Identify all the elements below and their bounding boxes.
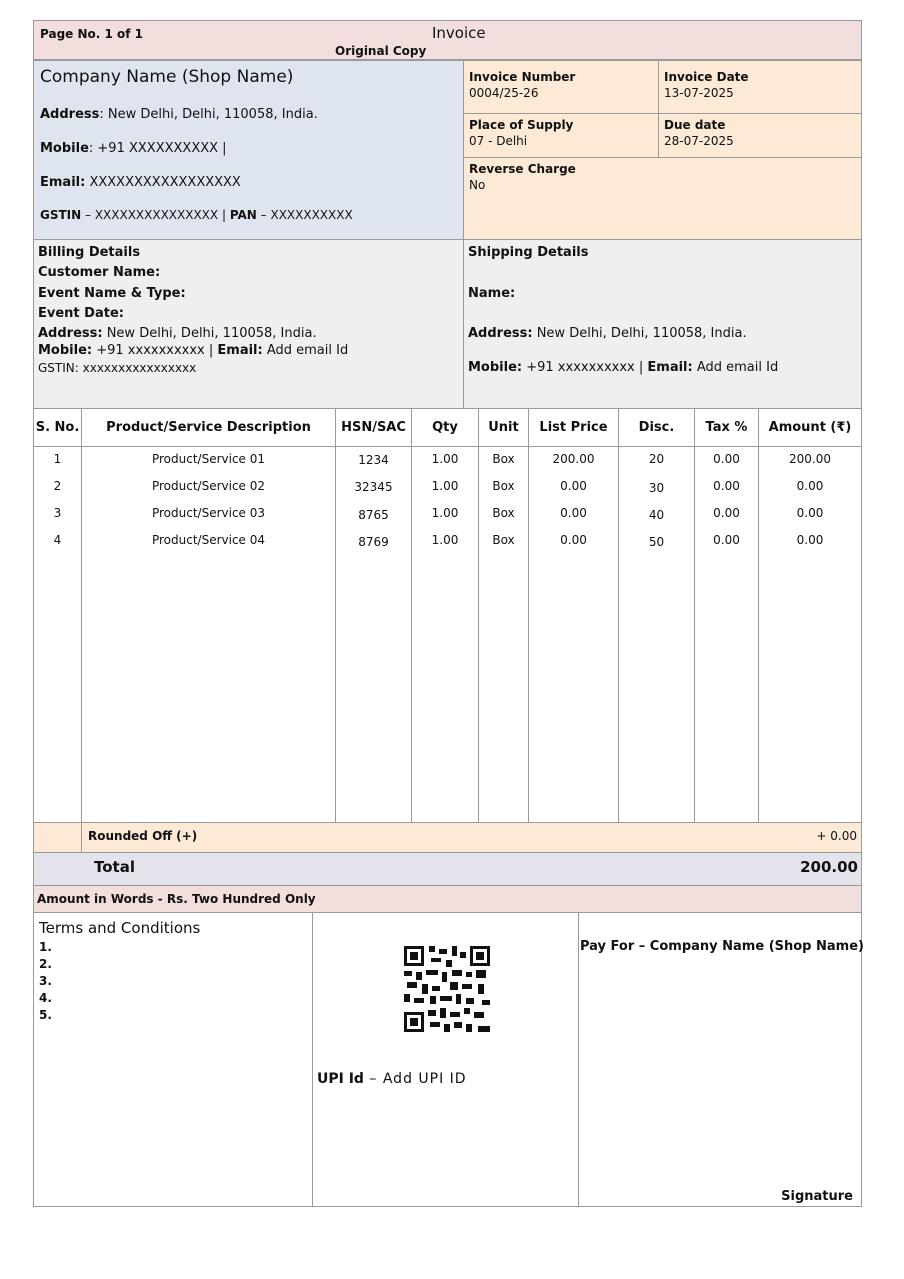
row-list-price: 200.00 (552, 452, 595, 466)
row-amount: 200.00 (789, 452, 831, 466)
billing-heading: Billing Details (38, 245, 141, 260)
company-gstin-pan: GSTIN – XXXXXXXXXXXXXXX | PAN – XXXXXXXXXX (40, 208, 353, 222)
billing-contact: Mobile: +91 xxxxxxxxxx | Email: Add email Id (38, 343, 349, 358)
row-hsn: 1234 (358, 453, 389, 467)
invoice-date-label: Invoice Date (664, 70, 749, 84)
company-mobile: Mobile: +91 XXXXXXXXXX | (40, 141, 227, 156)
total-row (33, 852, 862, 886)
terms-block (33, 912, 313, 1207)
row-qty: 1.00 (431, 533, 459, 547)
billing-details (33, 239, 464, 409)
total-label: Total (94, 858, 135, 876)
shipping-address: Address: New Delhi, Delhi, 110058, India. (468, 326, 747, 341)
terms-item: 1. (39, 940, 52, 954)
signature-block (578, 912, 862, 1207)
rounded-off-value: + 0.00 (816, 829, 857, 843)
table-row (34, 506, 861, 526)
col-header-qty: Qty (432, 420, 458, 435)
shipping-contact: Mobile: +91 xxxxxxxxxx | Email: Add email Id (468, 360, 779, 375)
table-row (34, 479, 861, 499)
upi-id: UPI Id – Add UPI ID (317, 1071, 467, 1087)
col-header-sno: S. No. (35, 420, 80, 435)
upi-block (312, 912, 579, 1207)
due-date: 28-07-2025 (664, 134, 734, 148)
invoice-number-label: Invoice Number (469, 70, 576, 84)
terms-item: 4. (39, 991, 52, 1005)
shipping-details (463, 239, 862, 409)
col-header-list-price: List Price (539, 420, 608, 435)
col-header-unit: Unit (488, 420, 519, 435)
row-sno: 3 (53, 506, 62, 520)
row-qty: 1.00 (431, 506, 459, 520)
row-unit: Box (492, 533, 515, 547)
col-header-amount: Amount (₹) (768, 420, 852, 435)
row-disc: 40 (648, 508, 665, 522)
company-block (33, 60, 464, 240)
items-table (33, 408, 862, 823)
row-disc: 50 (648, 535, 665, 549)
row-sno: 1 (53, 452, 62, 466)
customer-name-label: Customer Name: (38, 265, 161, 280)
terms-item: 3. (39, 974, 52, 988)
col-header-tax: Tax % (705, 420, 748, 435)
billing-gstin: GSTIN: xxxxxxxxxxxxxxxx (38, 361, 197, 375)
invoice-number: 0004/25-26 (469, 86, 539, 100)
row-tax: 0.00 (713, 506, 740, 520)
table-row (34, 452, 861, 472)
row-amount: 0.00 (796, 506, 824, 520)
page-number: Page No. 1 of 1 (40, 27, 144, 41)
row-description: Product/Service 01 (151, 452, 266, 466)
amount-in-words (33, 885, 862, 913)
shipping-heading: Shipping Details (468, 245, 589, 260)
company-address: Address: New Delhi, Delhi, 110058, India. (40, 107, 318, 122)
row-hsn: 8765 (358, 508, 389, 522)
reverse-charge: No (469, 178, 486, 192)
place-of-supply: 07 - Delhi (469, 134, 528, 148)
row-description: Product/Service 04 (151, 533, 266, 547)
row-sno: 4 (53, 533, 62, 547)
row-tax: 0.00 (713, 452, 740, 466)
table-row (34, 533, 861, 553)
amount-in-words-text: Amount in Words - Rs. Two Hundred Only (37, 892, 316, 906)
row-disc: 30 (648, 481, 665, 495)
row-hsn: 8769 (358, 535, 389, 549)
qr-code-icon (404, 946, 490, 1032)
row-description: Product/Service 03 (151, 506, 266, 520)
row-qty: 1.00 (431, 452, 459, 466)
row-unit: Box (492, 479, 515, 493)
terms-heading: Terms and Conditions (39, 919, 201, 937)
invoice-title: Invoice (432, 24, 486, 42)
invoice-meta (463, 60, 862, 240)
rounded-off-label: Rounded Off (+) (88, 829, 198, 843)
row-amount: 0.00 (796, 533, 824, 547)
due-date-label: Due date (664, 118, 726, 132)
row-unit: Box (492, 506, 515, 520)
row-description: Product/Service 02 (151, 479, 266, 493)
copy-label: Original Copy (335, 44, 427, 58)
invoice-date: 13-07-2025 (664, 86, 734, 100)
row-unit: Box (492, 452, 515, 466)
col-header-description: Product/Service Description (106, 420, 311, 435)
row-list-price: 0.00 (560, 506, 587, 520)
col-header-disc: Disc. (638, 420, 675, 435)
row-amount: 0.00 (796, 479, 824, 493)
rounded-off-row (33, 822, 862, 853)
col-header-hsn: HSN/SAC (341, 420, 406, 435)
invoice-header (33, 20, 862, 60)
company-email: Email: XXXXXXXXXXXXXXXXX (40, 175, 241, 190)
shipping-name-label: Name: (468, 286, 516, 301)
signature-label: Signature (781, 1189, 853, 1204)
terms-item: 2. (39, 957, 52, 971)
reverse-charge-label: Reverse Charge (469, 162, 576, 176)
company-name: Company Name (Shop Name) (40, 67, 294, 87)
place-of-supply-label: Place of Supply (469, 118, 574, 132)
row-hsn: 32345 (354, 480, 393, 494)
billing-address: Address: New Delhi, Delhi, 110058, India. (38, 326, 317, 341)
event-date-label: Event Date: (38, 306, 124, 321)
row-tax: 0.00 (713, 533, 740, 547)
terms-item: 5. (39, 1008, 52, 1022)
row-qty: 1.00 (431, 479, 459, 493)
event-name-label: Event Name & Type: (38, 286, 186, 301)
total-value: 200.00 (800, 858, 858, 876)
row-tax: 0.00 (713, 479, 740, 493)
row-list-price: 0.00 (560, 479, 587, 493)
row-sno: 2 (53, 479, 62, 493)
row-disc: 20 (648, 452, 665, 466)
row-list-price: 0.00 (560, 533, 587, 547)
pay-for-label: Pay For – Company Name (Shop Name) (580, 939, 864, 954)
